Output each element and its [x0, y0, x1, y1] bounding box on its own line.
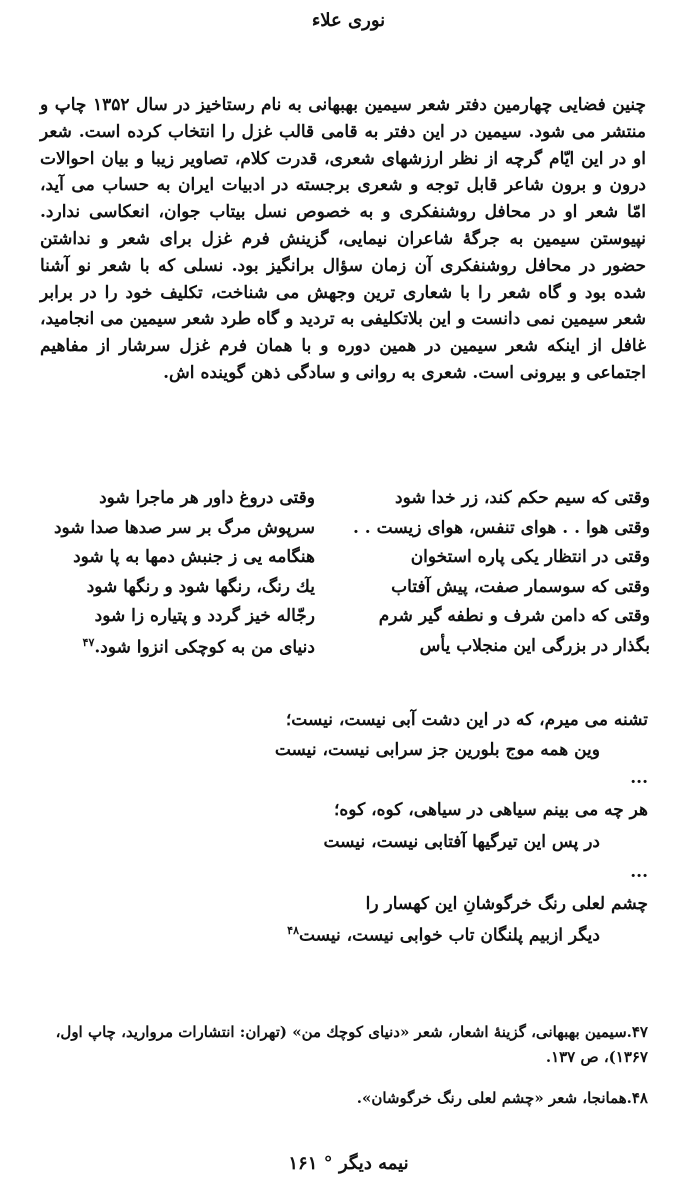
hemistich-first: وقتی که سوسمار صفت، پیش آفتاب [391, 576, 650, 597]
hemistich-first: وقتی که سیم حکم کند، زر خدا شود [395, 488, 650, 508]
hemistich-second [83, 636, 315, 658]
footnote-47-line2: ۱۳۶۷)، ص ۱۳۷. [545, 1048, 648, 1066]
running-header-author: نوری علاء [311, 10, 386, 31]
poem-line: تشنه می میرم، که در این دشت آبی نیست، نیست؛ [285, 710, 648, 730]
couplet [60, 547, 650, 577]
couplet [60, 606, 650, 636]
poem-line: چشم لعلی رنگ خرگوشانِ این کهسار را [365, 894, 648, 914]
hemistich-second: هنگامه یی ز جنبش دمها به پا شود [73, 547, 315, 567]
couplet [60, 488, 650, 518]
couplet [60, 636, 650, 666]
poem-line-text: دیگر ازبیم پلنگان تاب خوابی نیست، نیست [299, 925, 600, 946]
couplet [60, 577, 650, 607]
footnote-marker-47: ۴۷ [82, 635, 95, 649]
hemistich-second: وقتی دروغ داور هر ماجرا شود [99, 488, 315, 508]
footnote-47-line1: ۴۷.سیمین بهبهانی، گزینهٔ اشعار، شعر «دنیای کوچك من» (تهران: انتشارات مروارید، چاپ اول، [55, 1023, 648, 1041]
footnote-47 [40, 1020, 648, 1070]
footnotes [40, 1020, 648, 1127]
hemistich-first: بگذار در بزرگی این منجلاب یأس [419, 635, 650, 656]
couplet [53, 517, 650, 548]
hemistich-second: یك رنگ، رنگها شود و رنگها شود [86, 576, 315, 597]
ghazal-poem [53, 488, 650, 665]
hemistich-text: دنیای من به کوچکی انزوا شود. [94, 637, 315, 658]
poem-line: در پس این تیرگیها آفتابی نیست، نیست [323, 832, 600, 852]
hemistich-second: سرپوش مرگ بر سر صدها صدا شود [53, 517, 315, 538]
hemistich-first: وقتی هوا . . هوای تنفس، هوای زیست . . [352, 517, 650, 538]
ellipsis: ... [630, 862, 648, 882]
footnote-48: ۴۸.همانجا، شعر «چشم لعلی رنگ خرگوشان». [356, 1089, 648, 1107]
hemistich-second: رجّاله خیز گردد و پتیاره زا شود [94, 606, 315, 626]
paragraph-text: چنین فضایی چهارمین دفتر شعر سیمین بهبهانی به نام رستاخیز در سال ۱۳۵۲ چاپ و منتشر می شود. سیمین در این دفتر به قامی قالب غزل را انتخاب کرده است. شعر او در این ایّام گرچه از نظر ارزشهای شعری، قدرت کلام، تصاویر زیبا و بیان احوالات درون و برون شاعر قابل توجه و شعری برجسته در ادبیات ایران به حساب می آید، امّا شعر او در محافل روشنفکری و به خصوص نسل بیتاب جوان، انعکاسی ندارد. نپیوستن سیمین به جرگهٔ شاعران نیمایی، گزینش فرم غزل برای شعر و نداشتن حضور در محافل روشنفکری آن زمان سؤال برانگیز بود. نسلی که با شعر نو آشنا شده بود و گاه شعر را با شعاری ترین وجهش می شناخت، تکلیف خود را در برابر شعر سیمین نمی دانست و این بلاتکلیفی به تردید و گاه طرد شعر سیمین می انجامید، غافل از اینکه شعر سیمین در همین دوره و با همان فرم غزل سرشار از مفاهیم اجتماعی و بیرونی است. شعری به روانی و سادگی ذهن گوینده اش. [40, 95, 646, 383]
poem-line: هر چه می بینم سیاهی در سیاهی، کوه، کوه؛ [334, 800, 648, 820]
body-paragraph [40, 92, 646, 387]
poem-line: وین همه موج بلورین جز سرابی نیست، نیست [274, 740, 600, 760]
hemistich-first: وقتی در انتظار یکی پاره استخوان [410, 547, 650, 567]
footnote-marker-48: ۴۸ [287, 924, 299, 937]
hemistich-first: وقتی که دامن شرف و نطفه گیر شرم [378, 606, 650, 626]
ellipsis: ... [630, 768, 648, 788]
page-footer: نیمه دیگر ° ۱۶۱ [288, 1153, 409, 1174]
poem-line [287, 924, 600, 946]
